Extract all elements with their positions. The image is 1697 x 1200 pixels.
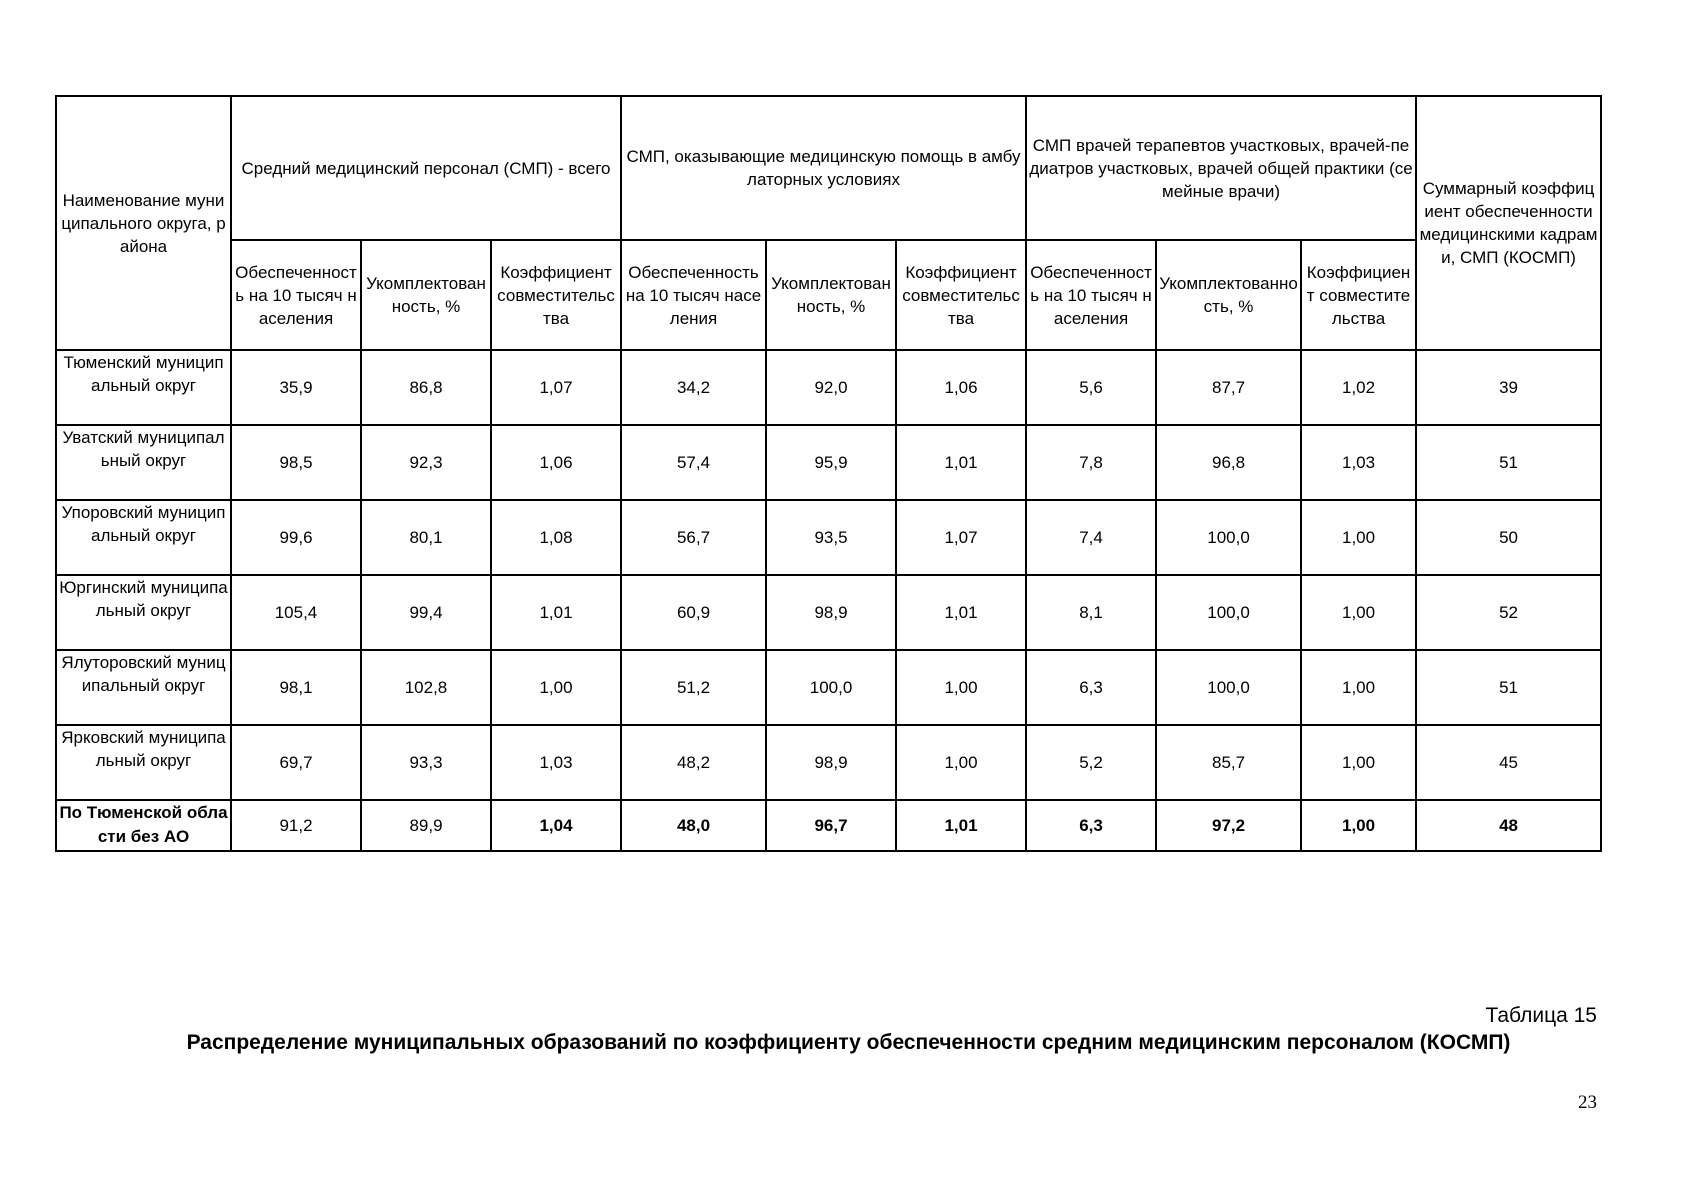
header-sub-coverage: Обеспеченность на 10 тысяч населения bbox=[621, 240, 766, 350]
total-value: 1,00 bbox=[1301, 800, 1416, 851]
header-sub-coefficient: Коэффициент совместительства bbox=[896, 240, 1026, 350]
cell-value: 1,03 bbox=[491, 725, 621, 800]
district-name: Упоровский муниципальный округ bbox=[56, 500, 231, 575]
table-total-row bbox=[56, 800, 1601, 851]
header-row-groups bbox=[56, 96, 1601, 240]
cell-value: 1,07 bbox=[491, 350, 621, 425]
cell-value: 100,0 bbox=[1156, 575, 1301, 650]
header-name: Наименование муниципального округа, района bbox=[56, 96, 231, 350]
header-sub-staffing: Укомплектованность, % bbox=[1156, 240, 1301, 350]
cell-value: 7,4 bbox=[1026, 500, 1156, 575]
cell-value: 98,5 bbox=[231, 425, 361, 500]
cell-value: 93,5 bbox=[766, 500, 896, 575]
district-name: Тюменский муниципальный округ bbox=[56, 350, 231, 425]
cell-value: 1,01 bbox=[896, 575, 1026, 650]
district-name: Ялуторовский муниципальный округ bbox=[56, 650, 231, 725]
cell-value: 1,01 bbox=[491, 575, 621, 650]
cell-value: 98,9 bbox=[766, 725, 896, 800]
total-value: 1,04 bbox=[491, 800, 621, 851]
cell-value: 69,7 bbox=[231, 725, 361, 800]
header-sub-coefficient: Коэффициент совместительства bbox=[1301, 240, 1416, 350]
cell-value: 96,8 bbox=[1156, 425, 1301, 500]
cell-value: 86,8 bbox=[361, 350, 491, 425]
district-name: Юргинский муниципальный округ bbox=[56, 575, 231, 650]
total-value: 6,3 bbox=[1026, 800, 1156, 851]
cell-value: 1,06 bbox=[896, 350, 1026, 425]
cell-value: 100,0 bbox=[1156, 650, 1301, 725]
cell-value: 48,2 bbox=[621, 725, 766, 800]
cell-value: 1,00 bbox=[491, 650, 621, 725]
table-row bbox=[56, 500, 1601, 575]
cell-value: 1,00 bbox=[1301, 575, 1416, 650]
cell-value: 51 bbox=[1416, 425, 1601, 500]
table-number: Таблица 15 bbox=[1485, 1004, 1597, 1027]
total-value: 48 bbox=[1416, 800, 1601, 851]
cell-value: 6,3 bbox=[1026, 650, 1156, 725]
table-row bbox=[56, 425, 1601, 500]
cell-value: 1,03 bbox=[1301, 425, 1416, 500]
cell-value: 51 bbox=[1416, 650, 1601, 725]
cell-value: 5,2 bbox=[1026, 725, 1156, 800]
cell-value: 57,4 bbox=[621, 425, 766, 500]
cell-value: 56,7 bbox=[621, 500, 766, 575]
cell-value: 100,0 bbox=[766, 650, 896, 725]
header-row-sub bbox=[56, 240, 1601, 350]
cell-value: 51,2 bbox=[621, 650, 766, 725]
cell-value: 105,4 bbox=[231, 575, 361, 650]
kosmp-table bbox=[55, 95, 1602, 852]
cell-value: 99,4 bbox=[361, 575, 491, 650]
cell-value: 7,8 bbox=[1026, 425, 1156, 500]
cell-value: 98,1 bbox=[231, 650, 361, 725]
table-row bbox=[56, 350, 1601, 425]
cell-value: 92,0 bbox=[766, 350, 896, 425]
page-number: 23 bbox=[1578, 1092, 1597, 1113]
header-sub-coverage: Обеспеченность на 10 тысяч населения bbox=[231, 240, 361, 350]
cell-value: 39 bbox=[1416, 350, 1601, 425]
district-name: Ярковский муниципальный округ bbox=[56, 725, 231, 800]
cell-value: 100,0 bbox=[1156, 500, 1301, 575]
cell-value: 92,3 bbox=[361, 425, 491, 500]
cell-value: 1,00 bbox=[896, 725, 1026, 800]
cell-value: 85,7 bbox=[1156, 725, 1301, 800]
cell-value: 1,00 bbox=[1301, 650, 1416, 725]
table-caption: Распределение муниципальных образований по коэффициенту обеспеченности средним медицинским персоналом (КОСМП) bbox=[186, 1031, 1511, 1054]
cell-value: 45 bbox=[1416, 725, 1601, 800]
table-row bbox=[56, 650, 1601, 725]
cell-value: 1,01 bbox=[896, 425, 1026, 500]
header-smp-total: Средний медицинский персонал (СМП) - всего bbox=[231, 96, 621, 240]
cell-value: 50 bbox=[1416, 500, 1601, 575]
cell-value: 1,00 bbox=[1301, 500, 1416, 575]
cell-value: 80,1 bbox=[361, 500, 491, 575]
total-value: 91,2 bbox=[231, 800, 361, 851]
table-row bbox=[56, 725, 1601, 800]
total-value: 96,7 bbox=[766, 800, 896, 851]
header-sub-coverage: Обеспеченность на 10 тысяч населения bbox=[1026, 240, 1156, 350]
cell-value: 1,06 bbox=[491, 425, 621, 500]
cell-value: 95,9 bbox=[766, 425, 896, 500]
cell-value: 93,3 bbox=[361, 725, 491, 800]
cell-value: 5,6 bbox=[1026, 350, 1156, 425]
cell-value: 8,1 bbox=[1026, 575, 1156, 650]
total-value: 89,9 bbox=[361, 800, 491, 851]
header-sub-staffing: Укомплектованность, % bbox=[766, 240, 896, 350]
cell-value: 98,9 bbox=[766, 575, 896, 650]
total-name: По Тюменской области без АО bbox=[56, 800, 231, 851]
header-smp-ambulatory: СМП, оказывающие медицинскую помощь в амбулаторных условиях bbox=[621, 96, 1026, 240]
cell-value: 1,08 bbox=[491, 500, 621, 575]
table-row bbox=[56, 575, 1601, 650]
total-value: 1,01 bbox=[896, 800, 1026, 851]
total-value: 48,0 bbox=[621, 800, 766, 851]
cell-value: 60,9 bbox=[621, 575, 766, 650]
district-name: Уватский муниципальный округ bbox=[56, 425, 231, 500]
header-sub-coefficient: Коэффициент совместительства bbox=[491, 240, 621, 350]
cell-value: 1,02 bbox=[1301, 350, 1416, 425]
cell-value: 34,2 bbox=[621, 350, 766, 425]
cell-value: 35,9 bbox=[231, 350, 361, 425]
header-smp-district: СМП врачей терапевтов участковых, врачей-педиатров участковых, врачей общей практики (семейные врачи) bbox=[1026, 96, 1416, 240]
cell-value: 87,7 bbox=[1156, 350, 1301, 425]
cell-value: 1,07 bbox=[896, 500, 1026, 575]
cell-value: 99,6 bbox=[231, 500, 361, 575]
cell-value: 102,8 bbox=[361, 650, 491, 725]
header-sub-staffing: Укомплектованность, % bbox=[361, 240, 491, 350]
cell-value: 1,00 bbox=[1301, 725, 1416, 800]
cell-value: 52 bbox=[1416, 575, 1601, 650]
header-kosmp: Суммарный коэффициент обеспеченности медицинскими кадрами, СМП (КОСМП) bbox=[1416, 96, 1601, 350]
cell-value: 1,00 bbox=[896, 650, 1026, 725]
total-value: 97,2 bbox=[1156, 800, 1301, 851]
